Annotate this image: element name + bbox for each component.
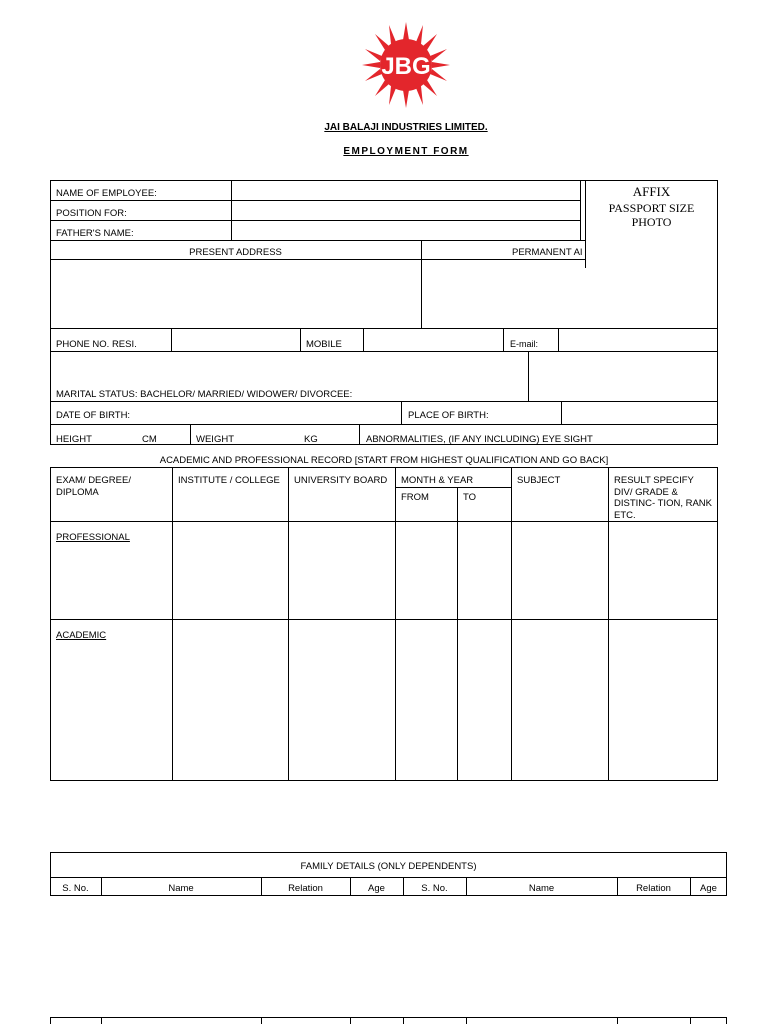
next-table-top-edge <box>50 1017 727 1018</box>
family-col-relation-2: Relation <box>636 883 671 894</box>
family-col-sno-2: S. No. <box>421 883 448 894</box>
marital-status-field[interactable] <box>530 353 717 400</box>
family-col-age: Age <box>368 883 385 894</box>
phone-field[interactable] <box>173 330 299 350</box>
family-details-title: FAMILY DETAILS (ONLY DEPENDENTS) <box>300 861 477 872</box>
photo-label-text: PHOTO <box>631 215 672 229</box>
mobile-field[interactable] <box>365 330 502 350</box>
family-col-sno: S. No. <box>62 883 89 894</box>
employee-name-label: NAME OF EMPLOYEE: <box>56 188 157 199</box>
abnormalities-label: ABNORMALITIES, (IF ANY INCLUDING) EYE SIGHT <box>366 434 593 445</box>
col-from: FROM <box>401 492 429 503</box>
permanent-address-label: PERMANENT AI <box>512 247 583 258</box>
position-field[interactable] <box>233 202 579 219</box>
family-col-name: Name <box>168 883 194 894</box>
place-of-birth-label: PLACE OF BIRTH: <box>408 410 489 421</box>
company-name: JAI BALAJI INDUSTRIES LIMITED. <box>324 122 488 133</box>
col-exam-degree: EXAM/ DEGREE/ DIPLOMA <box>56 475 131 498</box>
email-label: E-mail: <box>510 339 539 349</box>
place-of-birth-field[interactable] <box>563 403 717 423</box>
present-address-label: PRESENT ADDRESS <box>189 247 282 258</box>
height-label: HEIGHT <box>56 434 92 445</box>
cm-label: CM <box>142 434 157 445</box>
form-title: EMPLOYMENT FORM <box>343 146 469 157</box>
marital-status-label: MARITAL STATUS: BACHELOR/ MARRIED/ WIDOWER/ DIVORCEE: <box>56 389 353 400</box>
family-col-age-2: Age <box>700 883 717 894</box>
col-university: UNIVERSITY BOARD <box>294 475 388 486</box>
employee-name-field[interactable] <box>233 182 579 199</box>
position-label: POSITION FOR: <box>56 208 127 219</box>
row-academic-label: ACADEMIC <box>56 630 107 641</box>
company-logo <box>362 22 450 108</box>
col-month-year: MONTH & YEAR <box>401 475 474 486</box>
phone-label: PHONE NO. RESI. <box>56 339 137 350</box>
kg-label: KG <box>304 434 318 445</box>
photo-affix-text: AFFIX <box>632 184 671 199</box>
date-of-birth-label: DATE OF BIRTH: <box>56 410 131 421</box>
col-institute: INSTITUTE / COLLEGE <box>178 475 280 486</box>
email-field[interactable] <box>560 330 717 350</box>
weight-label: WEIGHT <box>196 434 234 445</box>
row-professional-label: PROFESSIONAL <box>56 532 130 543</box>
father-name-field[interactable] <box>233 222 579 239</box>
family-col-name-2: Name <box>528 883 555 894</box>
col-result: RESULT SPECIFY DIV/ GRADE & DISTINC- TION, RANK ETC. <box>614 475 712 521</box>
col-to: TO <box>463 492 477 503</box>
passport-photo-box <box>585 180 718 268</box>
academic-record-title: ACADEMIC AND PROFESSIONAL RECORD [START FROM HIGHEST QUALIFICATION AND GO BACK] <box>159 455 609 466</box>
father-name-label: FATHER'S NAME: <box>56 228 134 239</box>
col-subject: SUBJECT <box>517 475 561 486</box>
present-address-field[interactable] <box>52 261 420 327</box>
permanent-address-field[interactable] <box>423 261 716 327</box>
logo-text: JBG <box>381 53 431 80</box>
photo-size-text: PASSPORT SIZE <box>608 201 695 215</box>
mobile-label: MOBILE <box>306 339 342 350</box>
family-col-relation: Relation <box>288 883 323 894</box>
